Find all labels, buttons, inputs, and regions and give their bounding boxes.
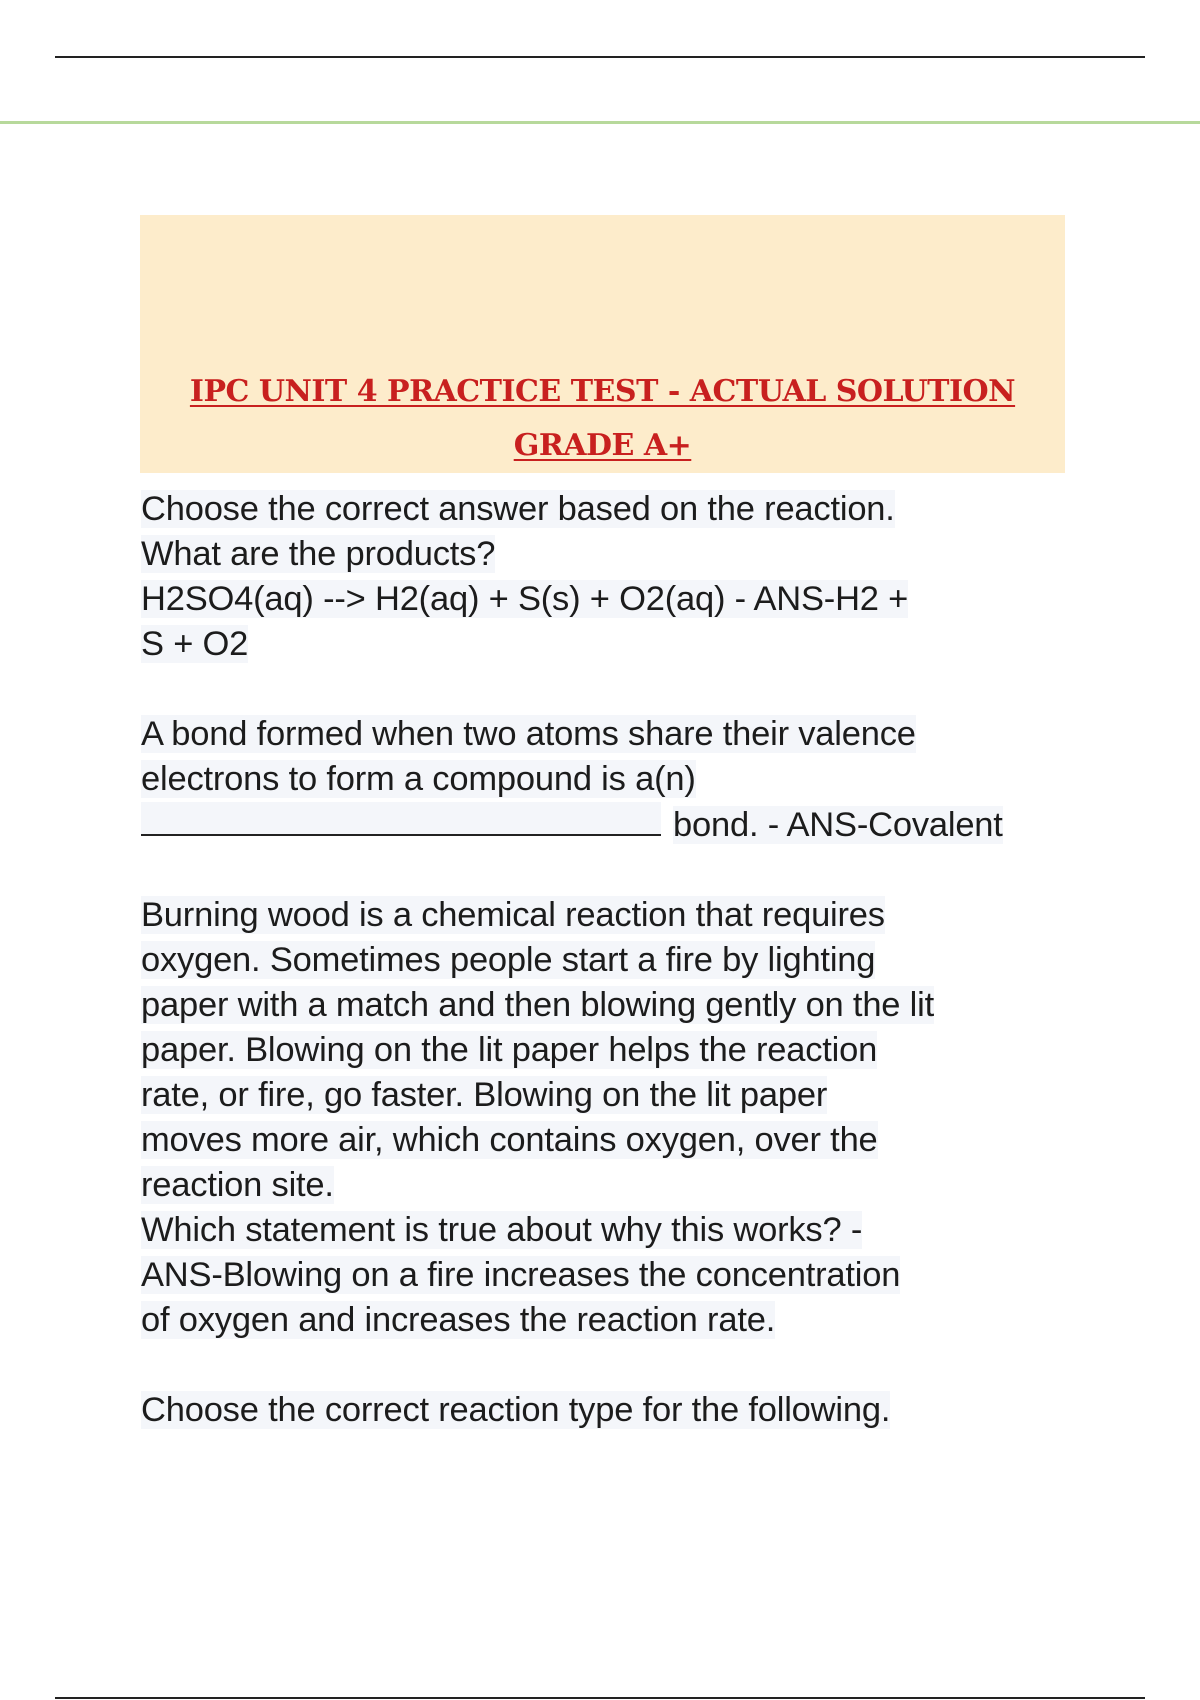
- title-banner: [140, 215, 1065, 473]
- question-text-line: paper with a match and then blowing gently on the lit: [141, 986, 934, 1024]
- question-text-line: rate, or fire, go faster. Blowing on the lit paper: [141, 1076, 828, 1114]
- question-text-line: of oxygen and increases the reaction rate.: [141, 1301, 776, 1339]
- header-rule: [55, 56, 1145, 58]
- question-text-line: Which statement is true about why this works? -: [141, 1211, 863, 1249]
- question-text-line: What are the products?: [141, 535, 496, 573]
- footer-rule: [55, 1697, 1145, 1699]
- title-line-1: IPC UNIT 4 PRACTICE TEST - ACTUAL SOLUTION: [189, 374, 1016, 409]
- question-text-line: H2SO4(aq) --> H2(aq) + S(s) + O2(aq) - ANS-H2 +: [141, 580, 909, 618]
- document-title: [140, 365, 1065, 473]
- question-text-line: S + O2: [141, 625, 249, 663]
- question-text-line: Burning wood is a chemical reaction that requires: [141, 896, 885, 934]
- question-3: [141, 893, 1071, 1343]
- title-line-2: GRADE A+: [513, 428, 692, 463]
- document-body: [141, 487, 1071, 1478]
- question-1: [141, 487, 1071, 667]
- question-text-line: A bond formed when two atoms share their valence: [141, 715, 916, 753]
- question-text-line: ANS-Blowing on a fire increases the concentration: [141, 1256, 901, 1294]
- accent-rule: [0, 121, 1200, 124]
- question-text-line: reaction site.: [141, 1166, 334, 1204]
- question-text-line: paper. Blowing on the lit paper helps the reaction: [141, 1031, 878, 1069]
- question-text-line: Choose the correct answer based on the reaction.: [141, 490, 895, 528]
- answer-text: bond. - ANS-Covalent: [673, 806, 1003, 844]
- question-text-line: moves more air, which contains oxygen, over the: [141, 1121, 878, 1159]
- question-text-line: oxygen. Sometimes people start a fire by lighting: [141, 941, 876, 979]
- question-text-line: electrons to form a compound is a(n): [141, 760, 696, 798]
- question-2: [141, 712, 1071, 848]
- question-4: [141, 1388, 1071, 1433]
- fill-in-blank: [141, 802, 661, 836]
- question-text-line: Choose the correct reaction type for the following.: [141, 1391, 891, 1429]
